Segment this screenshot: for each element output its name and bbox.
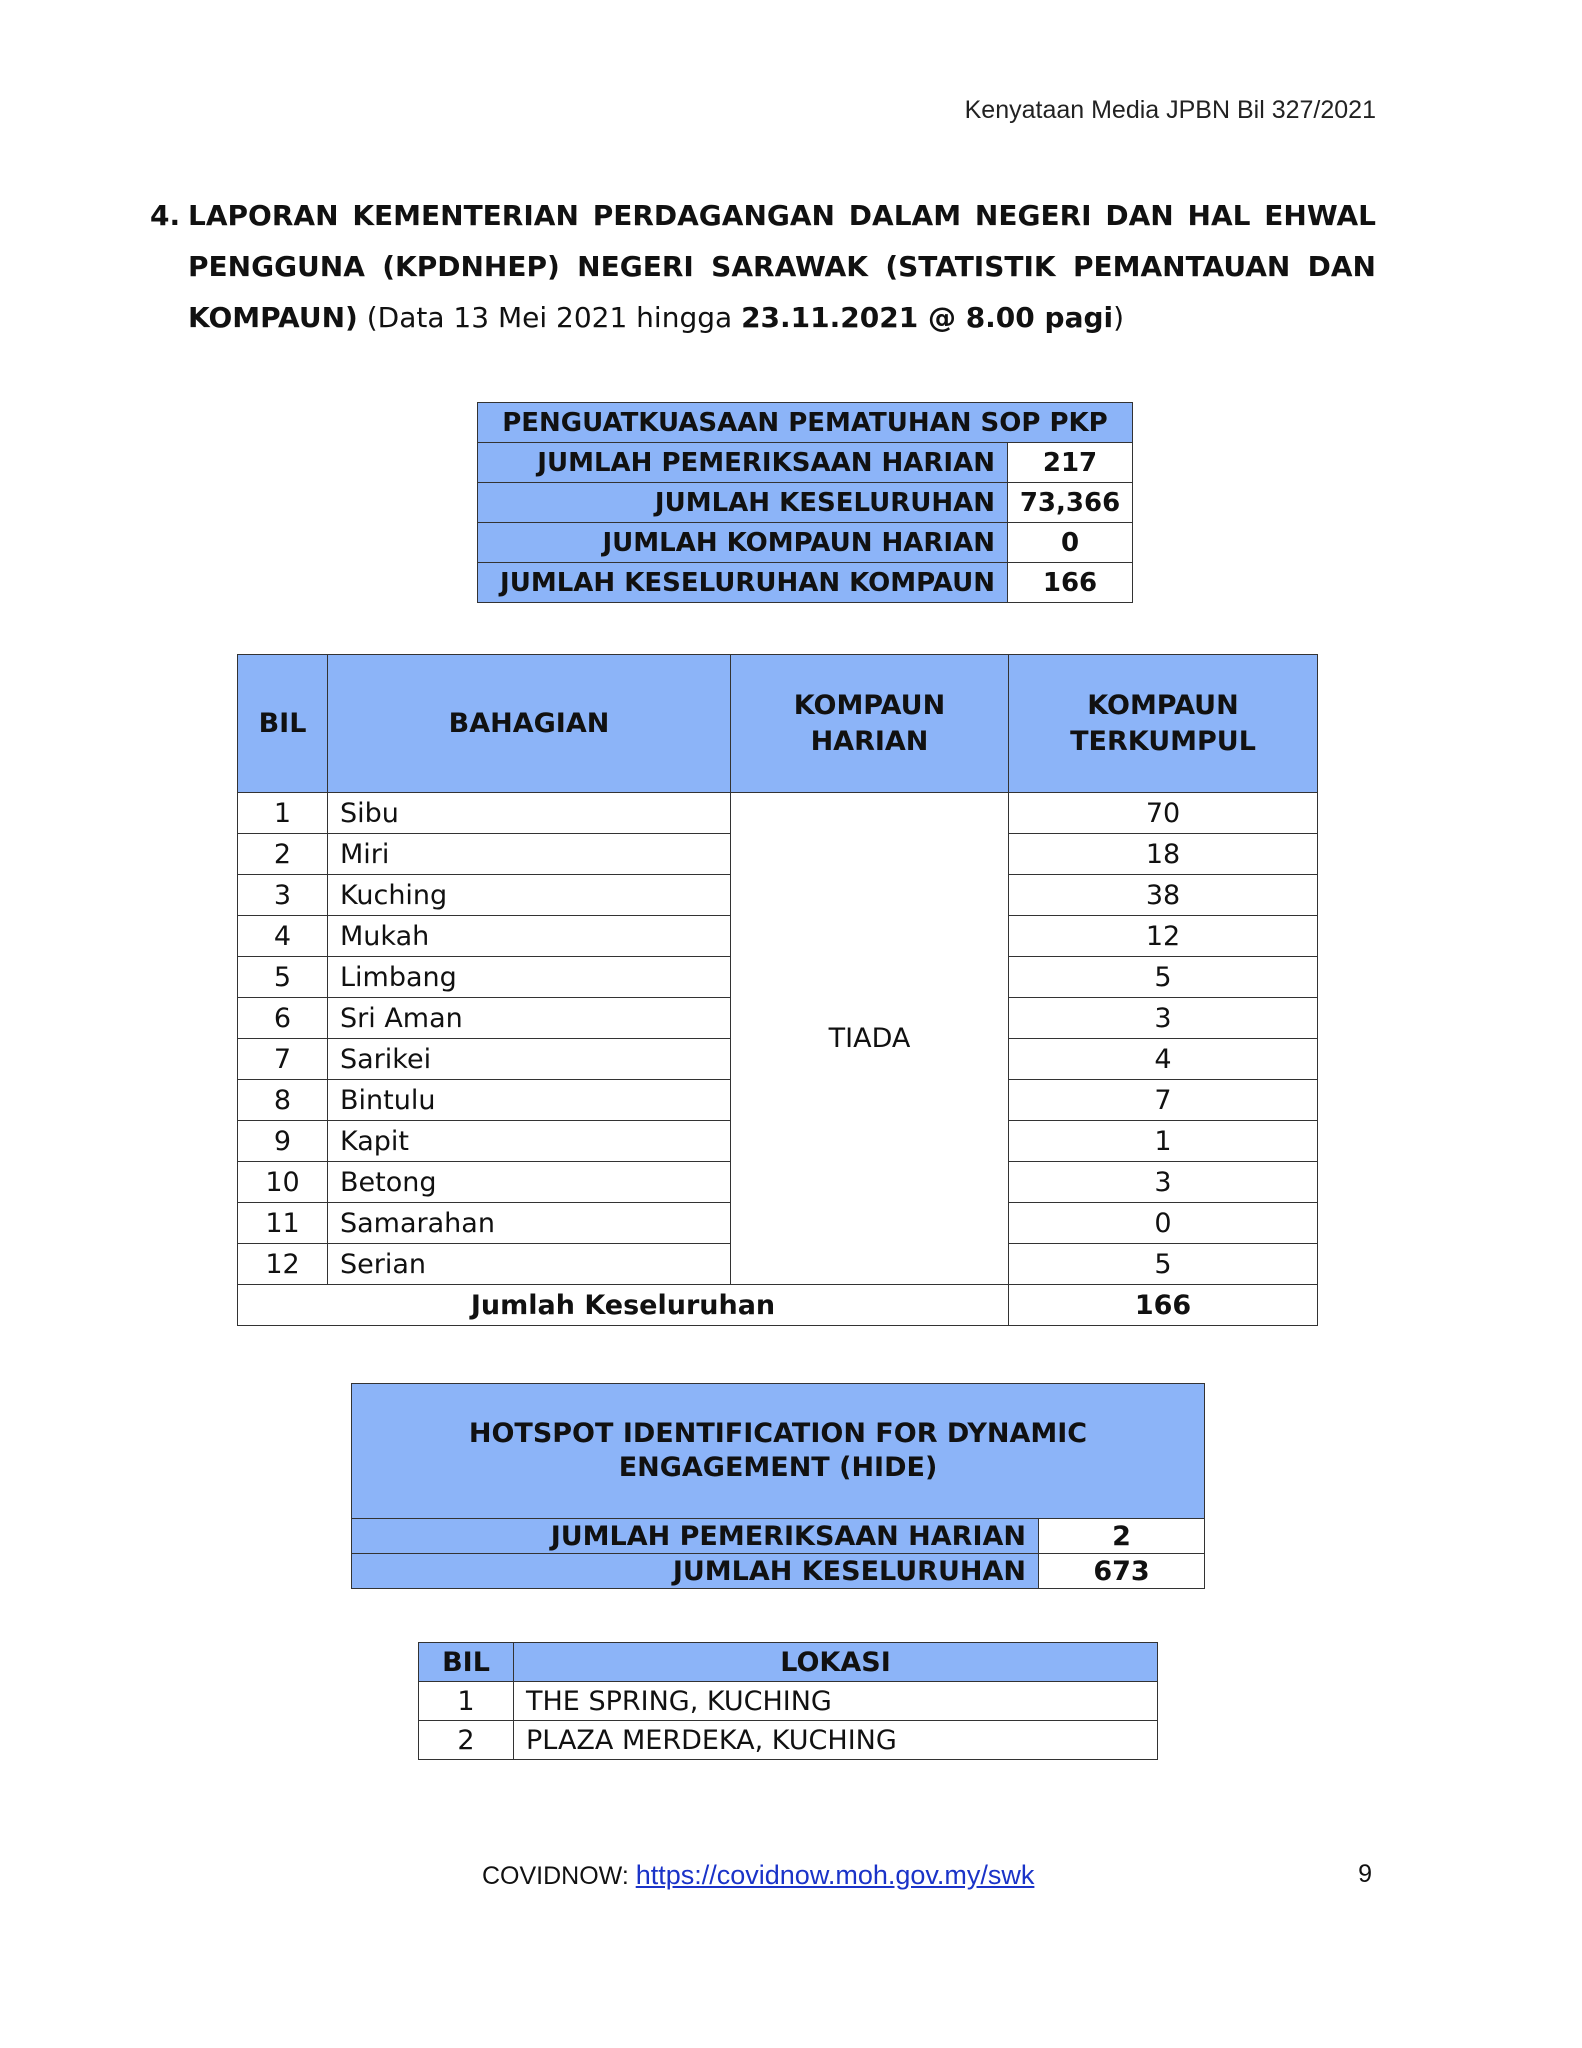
row-bil: 1 xyxy=(419,1682,514,1721)
page-number: 9 xyxy=(1358,1860,1372,1888)
row-terkumpul: 18 xyxy=(1009,834,1318,875)
row-bil: 11 xyxy=(238,1203,328,1244)
total-label: Jumlah Keseluruhan xyxy=(238,1285,1009,1326)
row-terkumpul: 5 xyxy=(1009,1244,1318,1285)
row-bil: 10 xyxy=(238,1162,328,1203)
row-terkumpul: 5 xyxy=(1009,957,1318,998)
row-bil: 7 xyxy=(238,1039,328,1080)
table-row xyxy=(352,1519,1205,1554)
sop-table-title: PENGUATKUASAAN PEMATUHAN SOP PKP xyxy=(478,403,1133,443)
row-bil: 3 xyxy=(238,875,328,916)
covidnow-reference xyxy=(482,1860,1034,1891)
hide-table-title: HOTSPOT IDENTIFICATION FOR DYNAMIC ENGAGEMENT (HIDE) xyxy=(352,1384,1205,1519)
hide-row-label: JUMLAH KESELURUHAN xyxy=(352,1554,1039,1589)
column-header-bil: BIL xyxy=(238,655,328,793)
hide-row-label: JUMLAH PEMERIKSAAN HARIAN xyxy=(352,1519,1039,1554)
kompaun-table xyxy=(237,654,1318,1326)
lokasi-table xyxy=(418,1642,1158,1760)
sop-row-label: JUMLAH KESELURUHAN xyxy=(478,483,1008,523)
column-header-lokasi: LOKASI xyxy=(514,1643,1158,1682)
row-bahagian: Sibu xyxy=(328,793,731,834)
row-lokasi: PLAZA MERDEKA, KUCHING xyxy=(514,1721,1158,1760)
row-bil: 2 xyxy=(238,834,328,875)
row-bahagian: Kapit xyxy=(328,1121,731,1162)
section-text xyxy=(188,190,1376,343)
data-range-date: 23.11.2021 @ 8.00 pagi xyxy=(741,301,1114,334)
document-reference: Kenyataan Media JPBN Bil 327/2021 xyxy=(964,96,1376,124)
row-bil: 9 xyxy=(238,1121,328,1162)
sop-row-value: 0 xyxy=(1008,523,1133,563)
row-bil: 4 xyxy=(238,916,328,957)
sop-row-value: 73,366 xyxy=(1008,483,1133,523)
column-header-bahagian: BAHAGIAN xyxy=(328,655,731,793)
row-bil: 1 xyxy=(238,793,328,834)
section-number: 4. xyxy=(150,199,181,232)
sop-enforcement-table xyxy=(477,402,1133,603)
section-heading xyxy=(150,190,1376,343)
table-row xyxy=(478,523,1133,563)
row-terkumpul: 3 xyxy=(1009,998,1318,1039)
table-row xyxy=(478,483,1133,523)
row-terkumpul: 70 xyxy=(1009,793,1318,834)
row-terkumpul: 12 xyxy=(1009,916,1318,957)
kompaun-harian-merged: TIADA xyxy=(731,793,1009,1285)
table-row xyxy=(419,1682,1158,1721)
row-bil: 8 xyxy=(238,1080,328,1121)
hide-table xyxy=(351,1383,1205,1589)
data-range-suffix: ) xyxy=(1113,301,1125,334)
sop-row-value: 166 xyxy=(1008,563,1133,603)
section-title: LAPORAN KEMENTERIAN PERDAGANGAN DALAM NEGERI DAN HAL EHWAL PENGGUNA (KPDNHEP) NEGERI SARAWAK (STATISTIK PEMANTAUAN DAN KOMPAUN) xyxy=(188,199,1376,334)
table-row xyxy=(419,1721,1158,1760)
table-total-row xyxy=(238,1285,1318,1326)
row-bahagian: Sri Aman xyxy=(328,998,731,1039)
row-bahagian: Samarahan xyxy=(328,1203,731,1244)
table-header-row xyxy=(238,655,1318,793)
row-bahagian: Limbang xyxy=(328,957,731,998)
row-bahagian: Kuching xyxy=(328,875,731,916)
table-header-row xyxy=(419,1643,1158,1682)
sop-row-label: JUMLAH KOMPAUN HARIAN xyxy=(478,523,1008,563)
data-range-prefix: (Data 13 Mei 2021 hingga xyxy=(357,301,742,334)
row-bahagian: Mukah xyxy=(328,916,731,957)
sop-row-label: JUMLAH PEMERIKSAAN HARIAN xyxy=(478,443,1008,483)
row-terkumpul: 3 xyxy=(1009,1162,1318,1203)
sop-row-label: JUMLAH KESELURUHAN KOMPAUN xyxy=(478,563,1008,603)
covidnow-link[interactable]: https://covidnow.moh.gov.my/swk xyxy=(635,1860,1035,1890)
row-terkumpul: 0 xyxy=(1009,1203,1318,1244)
row-bil: 5 xyxy=(238,957,328,998)
column-header-kompaun-terkumpul: KOMPAUN TERKUMPUL xyxy=(1009,655,1318,793)
row-bil: 2 xyxy=(419,1721,514,1760)
row-bahagian: Miri xyxy=(328,834,731,875)
sop-row-value: 217 xyxy=(1008,443,1133,483)
row-bahagian: Betong xyxy=(328,1162,731,1203)
row-bahagian: Bintulu xyxy=(328,1080,731,1121)
table-row xyxy=(352,1554,1205,1589)
row-bil: 6 xyxy=(238,998,328,1039)
table-row xyxy=(238,793,1318,834)
column-header-kompaun-harian: KOMPAUN HARIAN xyxy=(731,655,1009,793)
column-header-bil: BIL xyxy=(419,1643,514,1682)
row-terkumpul: 38 xyxy=(1009,875,1318,916)
row-terkumpul: 4 xyxy=(1009,1039,1318,1080)
row-terkumpul: 7 xyxy=(1009,1080,1318,1121)
row-terkumpul: 1 xyxy=(1009,1121,1318,1162)
table-row xyxy=(478,563,1133,603)
hide-row-value: 2 xyxy=(1039,1519,1205,1554)
covidnow-label: COVIDNOW: xyxy=(482,1862,636,1890)
row-bil: 12 xyxy=(238,1244,328,1285)
hide-row-value: 673 xyxy=(1039,1554,1205,1589)
row-bahagian: Serian xyxy=(328,1244,731,1285)
row-bahagian: Sarikei xyxy=(328,1039,731,1080)
table-row xyxy=(478,443,1133,483)
row-lokasi: THE SPRING, KUCHING xyxy=(514,1682,1158,1721)
total-value: 166 xyxy=(1009,1285,1318,1326)
